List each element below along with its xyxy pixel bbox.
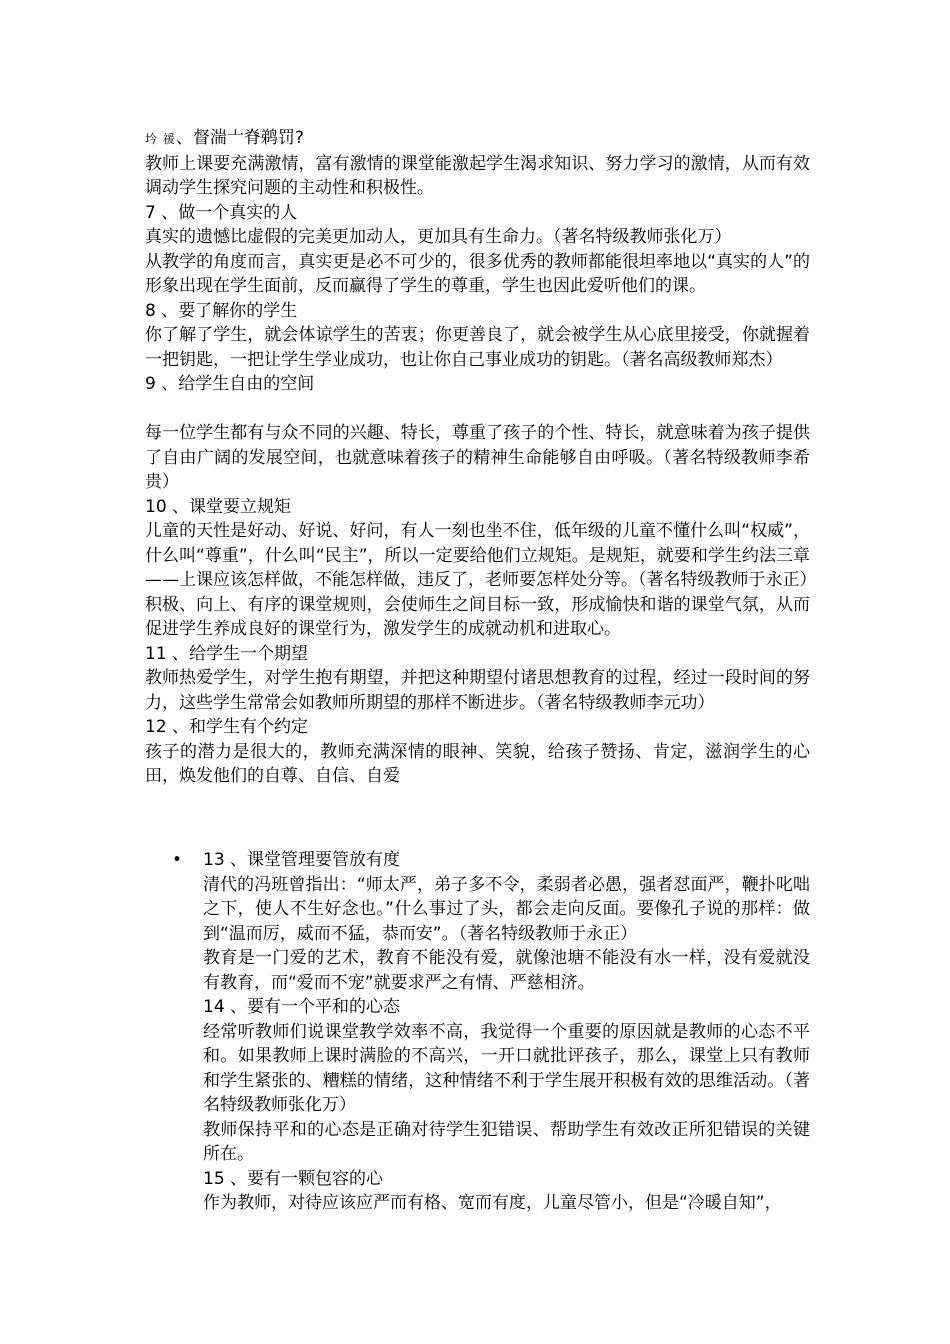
paragraph-10-1: 儿童的天性是好动、好说、好问，有人一刻也坐不住，低年级的儿童不懂什么叫“权威”，什么叫“尊重”，什么叫“民主”，所以一定要给他们立规矩。是规矩，就要和学生约法三章——上课应该怎样做，不能怎样做，违反了，老师要怎样处分等。（著名特级教师于永正） [145, 521, 817, 590]
paragraph-passion: 教师上课要充满激情，富有激情的课堂能激起学生渴求知识、努力学习的激情，从而有效调动学生探究问题的主动性和积极性。 [145, 153, 810, 198]
heading-14: 14 、要有一个平和的心态 [203, 997, 401, 1017]
paragraph-7-2: 从教学的角度而言，真实更是必不可少的，很多优秀的教师都能很坦率地以“真实的人”的形象出现在学生面前，反而赢得了学生的尊重，学生也因此爱听他们的课。 [145, 251, 810, 296]
heading-12: 12 、和学生有个约定 [145, 717, 309, 737]
bulleted-list-block [203, 848, 810, 1216]
heading-11: 11 、给学生一个期望 [145, 643, 309, 664]
paragraph-12-1: 孩子的潜力是很大的，教师充满深情的眼神、笑貌，给孩子赞扬、肯定，滋润学生的心田，焕发他们的自尊、自信、自爱 [145, 741, 810, 786]
paragraph-13-1: 清代的冯班曾指出：“师太严，弟子多不令，柔弱者必愚，强者怼面严，鞭扑叱咄之下，使人不生好念也。”什么事过了头，都会走向反面。要像孔子说的那样：做到“温而厉，威而不猛，恭而安”。（著名特级教师于永正） [203, 874, 810, 944]
heading-13: 13 、课堂管理要管放有度 [203, 850, 401, 870]
heading-15: 15 、要有一颗包容的心 [203, 1168, 384, 1189]
garbled-heading-text: 、督湍〦脊鹈罚? [175, 128, 304, 148]
main-text-block [145, 126, 817, 789]
heading-9: 9 、给学生自由的空间 [145, 374, 315, 394]
paragraph-14-2: 教师保持平和的心态是正确对待学生犯错误、帮助学生有效改正所犯错误的关键所在。 [203, 1119, 810, 1164]
list-bullet: • [172, 850, 183, 870]
paragraph-14-1: 经常听教师们说课堂教学效率不高，我觉得一个重要的原因就是教师的心态不平和。如果教师上课时满脸的不高兴，一开口就批评孩子，那么，课堂上只有教师和学生紧张的、糟糕的情绪，这种情绪不利于学生展开积极有效的思维活动。（著名特级教师张化万） [203, 1021, 810, 1115]
garbled-prefix: 坅 禐 [145, 132, 176, 146]
section-heading-garbled [145, 126, 810, 152]
paragraph-15-1: 作为教师，对待应该应严而有格、宽而有度，儿童尽管小，但是“冷暖自知”， [203, 1193, 782, 1213]
paragraph-11-1: 教师热爱学生，对学生抱有期望，并把这种期望付诸思想教育的过程，经过一段时间的努力，这些学生常常会如教师所期望的那样不断进步。（著名特级教师李元功） [145, 668, 810, 713]
paragraph-8-1: 你了解了学生，就会体谅学生的苦衷；你更善良了，就会被学生从心底里接受，你就握着一把钥匙，一把让学生学业成功，也让你自己事业成功的钥匙。（著名高级教师郑杰） [145, 325, 810, 370]
paragraph-13-2: 教育是一门爱的艺术，教育不能没有爱，就像池塘不能没有水一样，没有爱就没有教育，而“爱而不宠”就要求严之有情、严慈相济。 [203, 948, 810, 993]
heading-8: 8 、要了解你的学生 [145, 300, 298, 321]
heading-10: 10 、课堂要立规矩 [145, 496, 292, 517]
heading-7: 7 、做一个真实的人 [145, 202, 298, 223]
blank-line [145, 397, 810, 422]
paragraph-9-1: 每一位学生都有与众不同的兴趣、特长，尊重了孩子的个性、特长，就意味着为孩子提供了自由广阔的发展空间，也就意味着孩子的精神生命能够自由呼吸。（著名特级教师李希贵） [145, 423, 810, 492]
paragraph-10-2: 积极、向上、有序的课堂规则，会使师生之间目标一致，形成愉快和谐的课堂气氛，从而促进学生养成良好的课堂行为，激发学生的成就动机和进取心。 [145, 594, 810, 639]
paragraph-7-1: 真实的遗憾比虚假的完美更加动人，更加具有生命力。（著名特级教师张化万） [145, 227, 732, 247]
